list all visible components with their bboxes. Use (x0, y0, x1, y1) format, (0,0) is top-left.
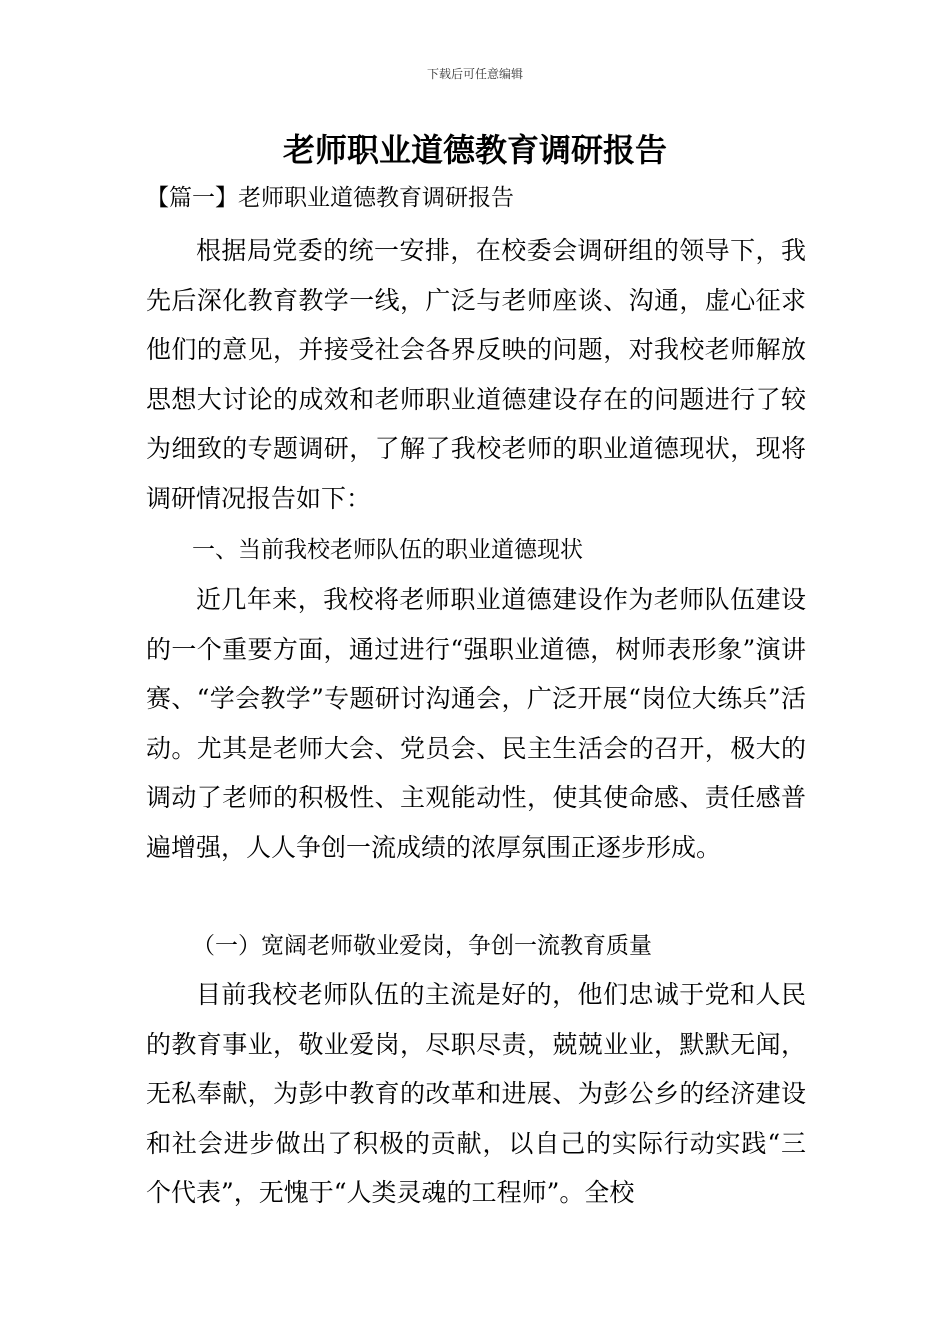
paragraph-intro: 根据局党委的统一安排，在校委会调研组的领导下，我先后深化教育教学一线，广泛与老师座谈、沟通，虚心征求他们的意见，并接受社会各界反映的问题，对我校老师解放思想大讨论的成效和老师职业道德建设存在的问题进行了较为细致的专题调研，了解了我校老师的职业道德现状，现将调研情况报告如下： (146, 236, 806, 513)
section-heading: 【篇一】老师职业道德教育调研报告 (146, 185, 514, 211)
subheading-current-status: 一、当前我校老师队伍的职业道德现状 (192, 537, 583, 563)
document-title: 老师职业道德教育调研报告 (282, 131, 667, 169)
subheading-dedication: （一）宽阔老师敬业爱岗，争创一流教育质量 (192, 933, 652, 959)
paragraph-recent-years: 近几年来，我校将老师职业道德建设作为老师队伍建设的一个重要方面，通过进行“强职业道德，树师表形象”演讲赛、“学会教学”专题研讨沟通会，广泛开展“岗位大练兵”活动。尤其是老师大会、党员会、民主生活会的召开，极大的调动了老师的积极性、主观能动性，使其使命感、责任感普遍增强，人人争创一流成绩的浓厚氛围正逐步形成。 (146, 585, 806, 862)
page-header-watermark: 下载后可任意编辑 (426, 67, 523, 81)
paragraph-mainstream: 目前我校老师队伍的主流是好的，他们忠诚于党和人民的教育事业，敬业爱岗，尽职尽责，兢兢业业，默默无闻，无私奉献，为彭中教育的改革和进展、为彭公乡的经济建设和社会进步做出了积极的贡献，以自己的实际行动实践“三个代表”，无愧于“人类灵魂的工程师”。全校 (146, 980, 806, 1208)
